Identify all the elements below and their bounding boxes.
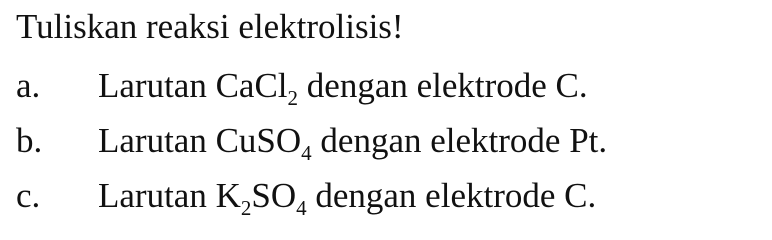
- formula-subscript: 2: [287, 86, 299, 110]
- question-heading: Tuliskan reaksi elektrolisis!: [16, 7, 404, 46]
- item-suffix: dengan elektrode C.: [306, 66, 588, 105]
- formula-subscript: 2: [240, 196, 252, 220]
- item-marker: a.: [16, 66, 41, 105]
- item-marker: c.: [16, 176, 41, 215]
- formula-element: K: [215, 176, 241, 215]
- item-marker: b.: [16, 121, 43, 160]
- formula-element: CaCl: [215, 66, 288, 105]
- item-prefix: Larutan: [98, 66, 207, 105]
- item-suffix: dengan elektrode C.: [315, 176, 597, 215]
- formula-subscript: 4: [301, 141, 312, 165]
- item-text: [98, 118, 607, 164]
- formula-element: SO: [251, 176, 297, 215]
- item-suffix: dengan elektrode Pt.: [320, 121, 608, 160]
- formula-element: CuSO: [215, 121, 302, 160]
- chemical-formula: [215, 176, 307, 220]
- item-text: [98, 173, 596, 219]
- chemical-formula: [215, 121, 312, 165]
- item-prefix: Larutan: [98, 176, 207, 215]
- item-text: [98, 63, 588, 109]
- formula-subscript: 4: [296, 196, 307, 220]
- chemical-formula: [215, 66, 299, 110]
- item-prefix: Larutan: [98, 121, 207, 160]
